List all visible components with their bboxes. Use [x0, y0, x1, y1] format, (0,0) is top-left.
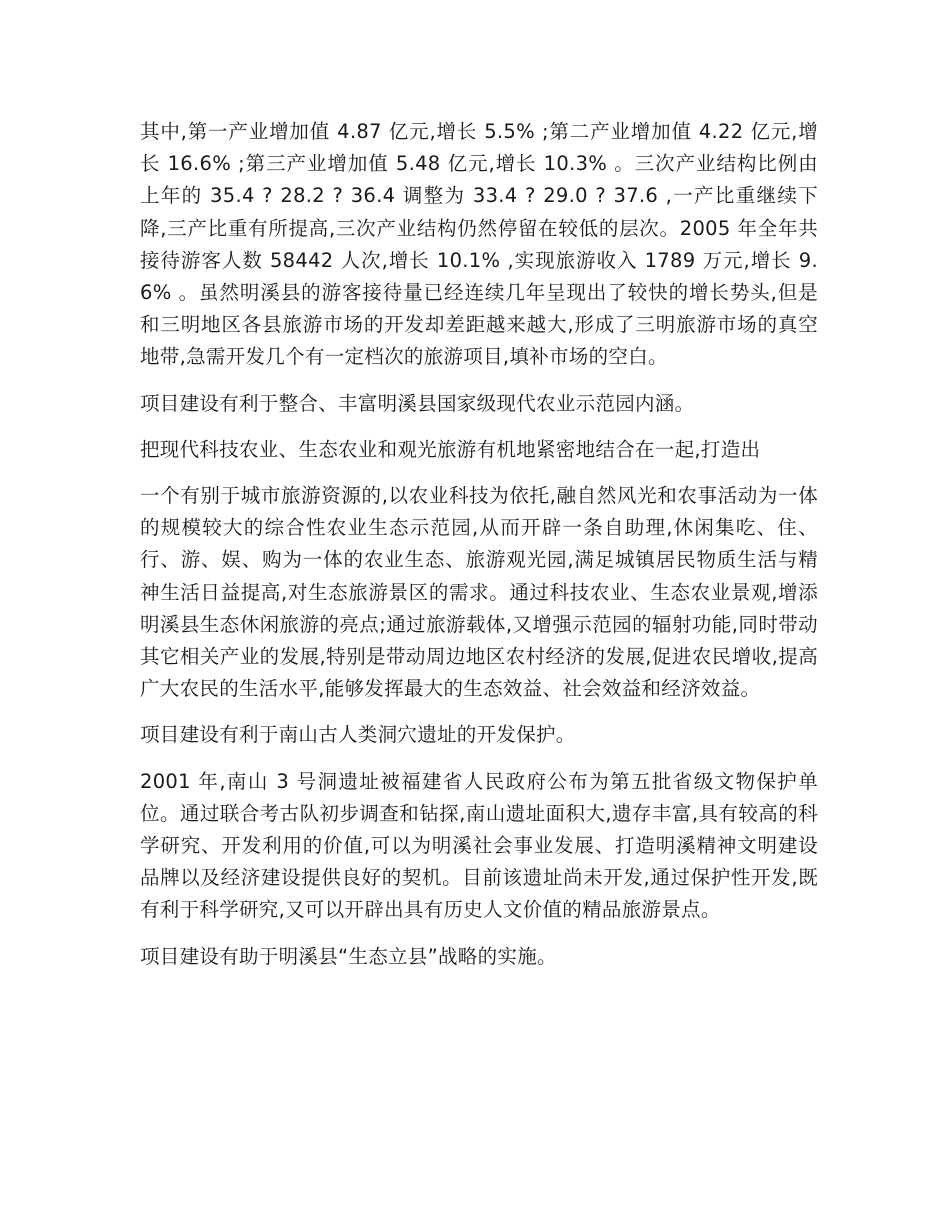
paragraph-agriculture-park-benefits: 一个有别于城市旅游资源的,以农业科技为依托,融自然风光和农事活动为一体的规模较大的综合性农业生态示范园,从而开辟一条自助理,休闲集吃、住、行、游、娱、购为一体的农业生态、旅游观光园,满足城镇居民物质生活与精神生活日益提高,对生态旅游景区的需求。通过科技农业、生态农业景观,增添明溪县生态休闲旅游的亮点;通过旅游载体,又增强示范园的辐射功能,同时带动其它相关产业的发展,特别是带动周边地区农村经济的发展,促进农民增收,提高广大农民的生活水平,能够发挥最大的生态效益、社会效益和经济效益。 — [140, 484, 818, 701]
paragraph-heading-eco-strategy: 项目建设有助于明溪县“生态立县”战略的实施。 — [140, 944, 557, 968]
paragraph-nanshan-cave-details: 2001 年,南山 3 号洞遗址被福建省人民政府公布为第五批省级文物保护单位。通过联合考古队初步调查和钻探,南山遗址面积大,遗存丰富,具有较高的科学研究、开发利用的价值,可以为明溪社会事业发展、打造明溪精神文明建设品牌以及经济建设提供良好的契机。目前该遗址尚未开发,通过保护性开发,既有利于科学研究,又可以开辟出具有历史人文价值的精品旅游景点。 — [140, 769, 818, 922]
paragraph-heading-nanshan-cave: 项目建设有利于南山古人类洞穴遗址的开发保护。 — [140, 723, 576, 747]
paragraph-agriculture-tourism-intro: 把现代科技农业、生态农业和观光旅游有机地紧密地结合在一起,打造出 — [140, 437, 761, 461]
paragraph-heading-agriculture-park: 项目建设有利于整合、丰富明溪县国家级现代农业示范园内涵。 — [140, 391, 695, 415]
paragraph-economy-tourism-stats: 其中,第一产业增加值 4.87 亿元,增长 5.5% ;第二产业增加值 4.22 亿元,增长 16.6% ;第三产业增加值 5.48 亿元,增长 10.3% 。三次产业结构比例由上年的 35.4 ? 28.2 ? 36.4 调整为 33.4 ? 29.0 ? 37.6 ,一产比重继续下降,三产比重有所提高,三次产业结构仍然停留在较低的层次。2005 年全年共接待游客人数 58442 人次,增长 10.1% ,实现旅游收入 1789 万元,增长 9.6% 。虽然明溪县的游客接待量已经连续几年呈现出了较快的增长势头,但是和三明地区各县旅游市场的开发却差距越来越大,形成了三明旅游市场的真空地带,急需开发几个有一定档次的旅游项目,填补市场的空白。 — [140, 120, 818, 369]
